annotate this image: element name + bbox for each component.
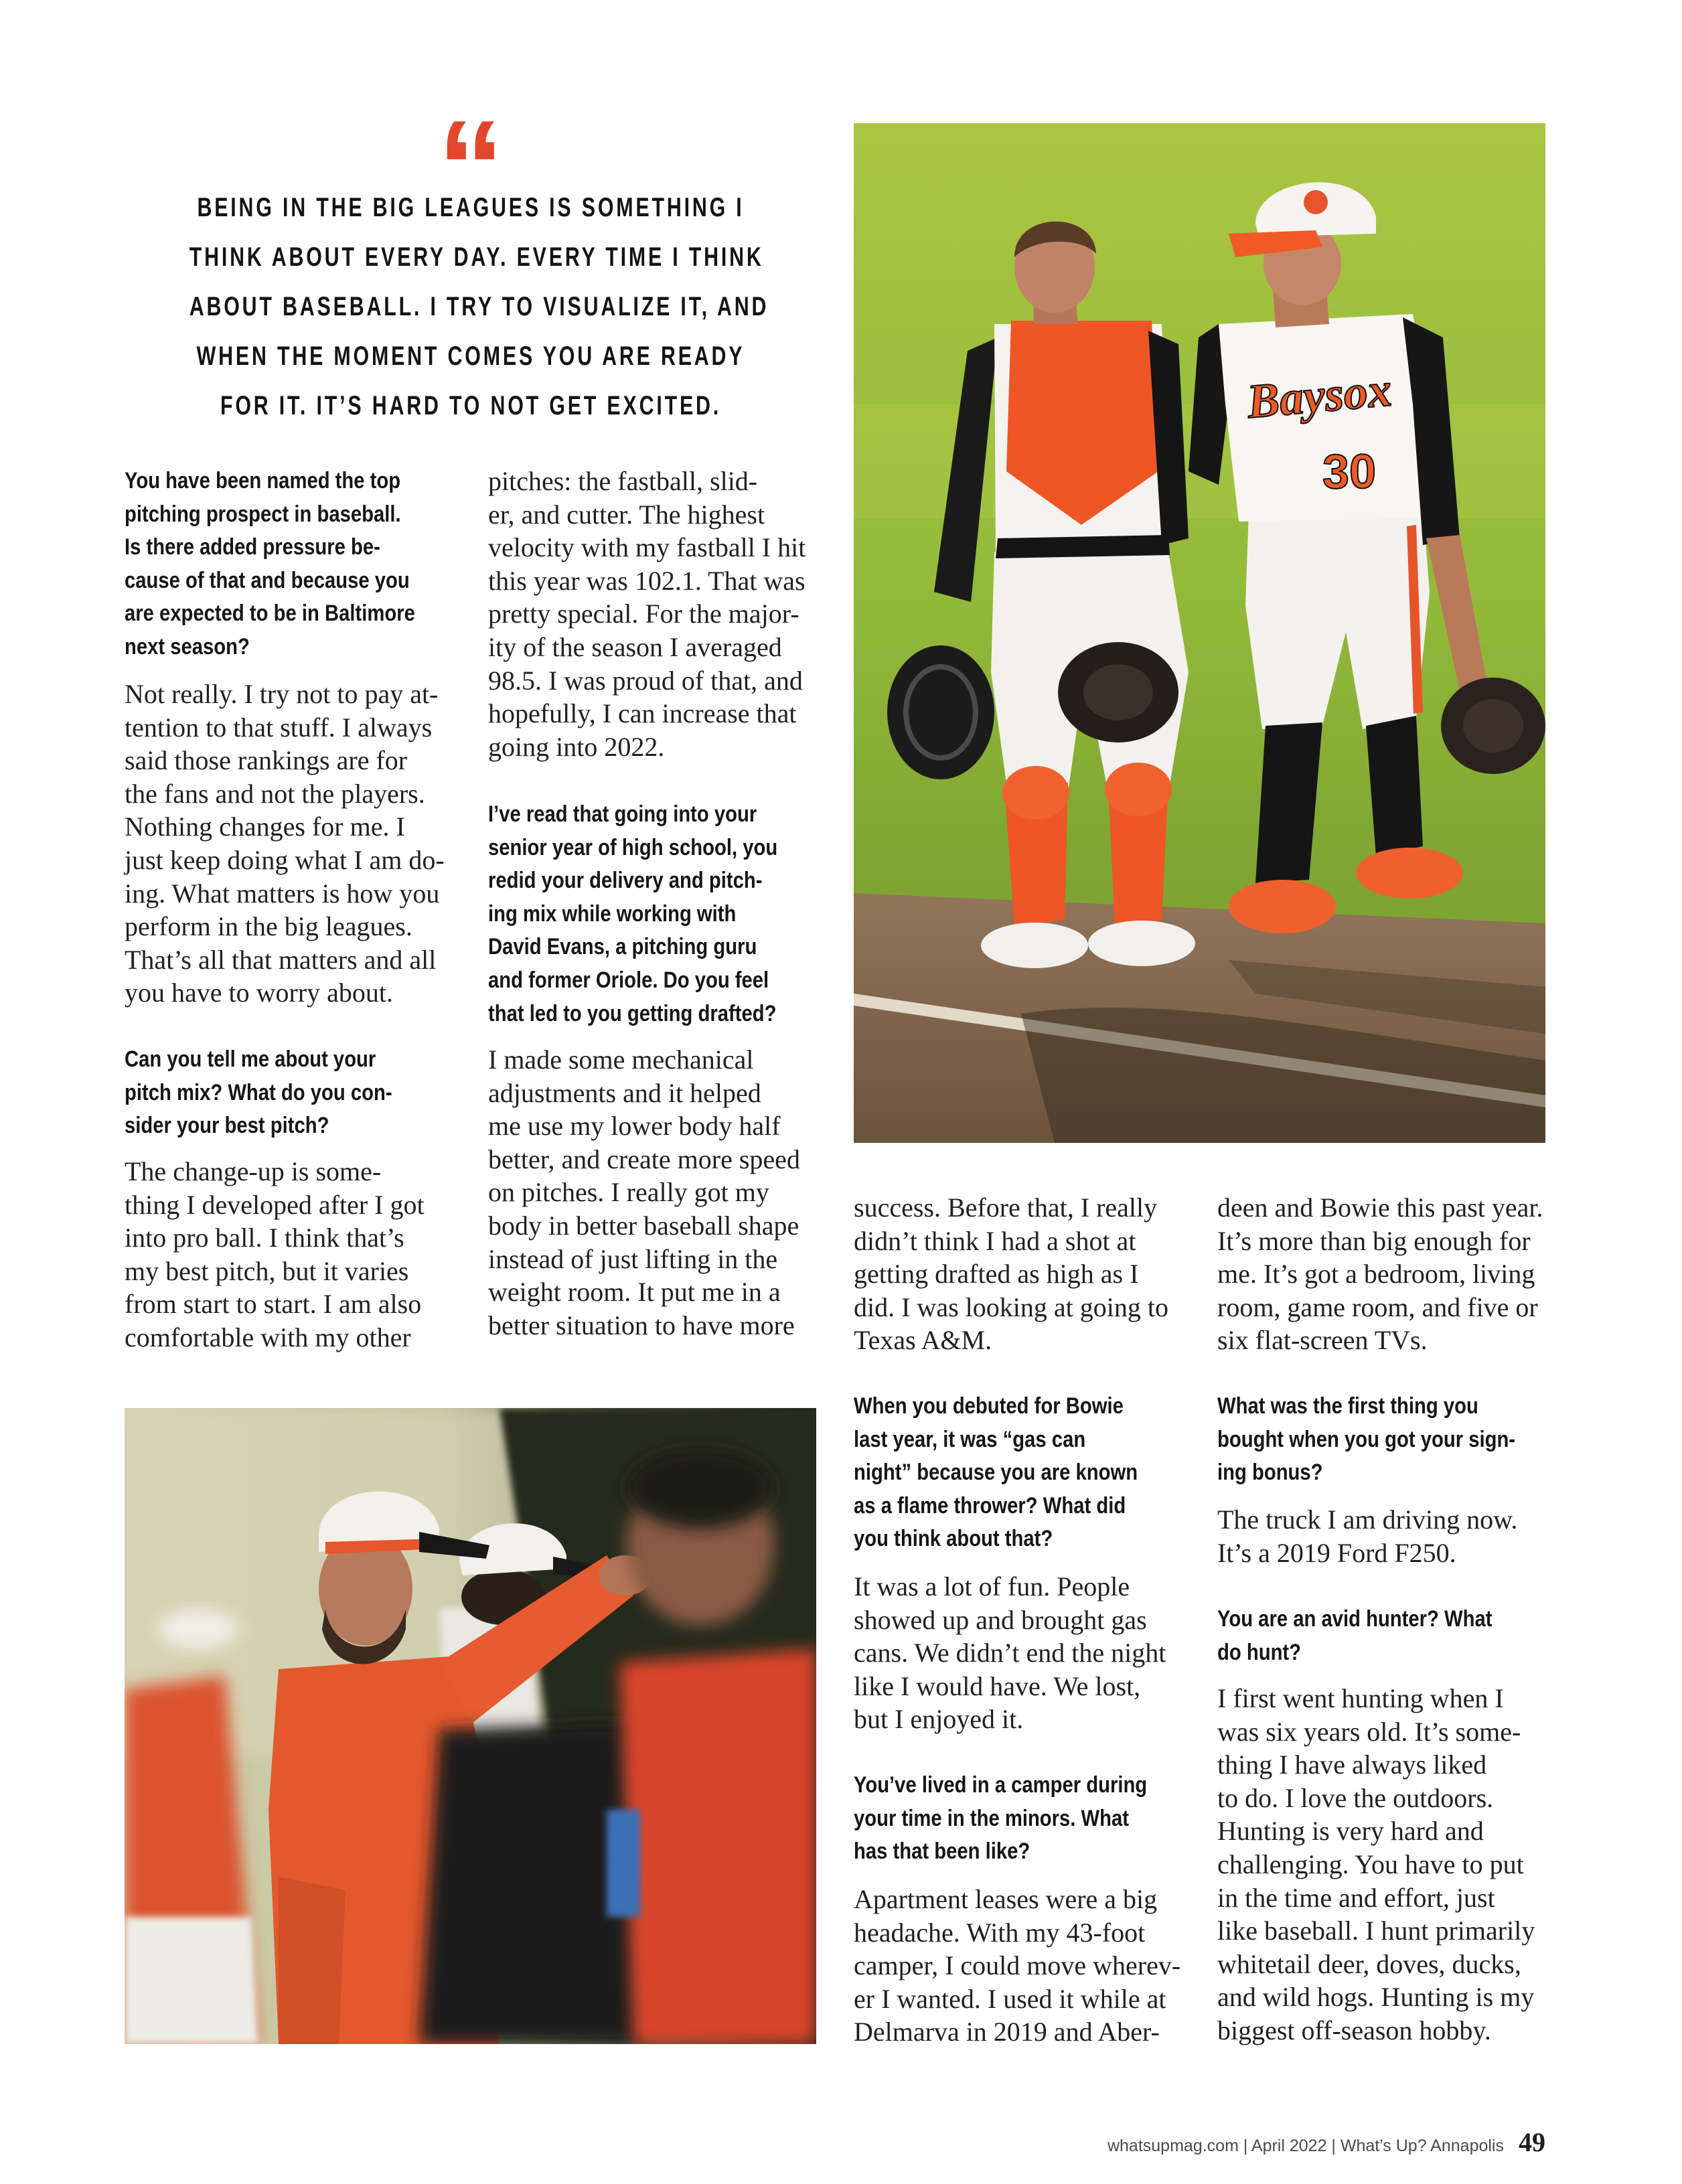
- catcher-knee-guard: [1105, 763, 1172, 816]
- blurred-foreground-player-red: [620, 1649, 816, 2044]
- interview-answer: The truck I am driving now. It’s a 2019 Ford F250.: [1217, 1504, 1518, 1568]
- interview-answer: Apartment leases were a big headache. With my 43-foot camper, I could move wherev- er I wanted. I used it while at Delmarva in 2019 and Aber-: [854, 1884, 1181, 2047]
- interview-answer: It was a lot of fun. People showed up and brought gas cans. We didn’t end the night like I would have. We lost, but I enjoyed it.: [854, 1571, 1166, 1735]
- interview-question: What was the first thing you bought when you got your sign- ing bonus?: [1217, 1393, 1516, 1486]
- interview-question: You’ve lived in a camper during your time in the minors. What has that been like?: [854, 1772, 1148, 1865]
- interview-answer: I made some mechanical adjustments and it helped me use my lower body half better, and create more speed on pitches. I really got my body in better baseball shape instead of just lifting in the weight room. It put me in a better situation to have more: [488, 1044, 800, 1340]
- pull-quote-line: WHEN THE MOMENT COMES YOU ARE READY: [196, 341, 745, 371]
- interview-answer: pitches: the fastball, slid- er, and cutter. The highest velocity with my fastball I hit this year was 102.1. That was pretty special. For the major- ity of the season I averaged 98.5. I was proud of that, and hopefully, I can increase that going into 2022.: [488, 466, 806, 762]
- photo-dugout-art: [125, 1408, 816, 2044]
- interview-answer: success. Before that, I really didn’t think I had a shot at getting drafted as high as I did. I was looking at going to Texas A&M.: [854, 1192, 1168, 1356]
- page-number: 49: [1519, 2127, 1545, 2157]
- pull-quote-line: BEING IN THE BIG LEAGUES IS SOMETHING I: [197, 193, 745, 222]
- photo-players-walking-art: [854, 123, 1545, 1143]
- interview-answer: I first went hunting when I was six years old. It’s some- thing I have always liked to do. I love the outdoors. Hunting is very hard and challenging. You have to put in the time and effort, just like baseball. I hunt primarily whitetail deer, doves, ducks, and wild hogs. Hunting is my biggest off-season hobby.: [1217, 1683, 1535, 2045]
- interview-question: You are an avid hunter? What do hunt?: [1217, 1606, 1493, 1665]
- blurred-cap-left: [158, 1609, 238, 1649]
- interview-question: You have been named the top pitching prospect in baseball. Is there added pressure be- cause of that and because you are expected to be in Baltimore next season?: [125, 468, 415, 659]
- footer-credit: whatsupmag.com | April 2022 | What’s Up? Annapolis: [1107, 2136, 1504, 2155]
- pull-quote: [189, 183, 769, 431]
- pitcher-cleat: [1356, 848, 1463, 899]
- pitcher-cleat: [1229, 880, 1336, 933]
- catcher-belt: [996, 535, 1170, 558]
- catcher-knee-guard: [1002, 766, 1069, 820]
- interview-question: I’ve read that going into your senior year of high school, you redid your delivery and pitch- ing mix while working with David Evans, a pitching guru and former Oriole. Do you feel that led to you getting drafted?: [488, 801, 778, 1026]
- pitcher-glove-pocket: [1463, 699, 1523, 753]
- blurred-water-bottle: [607, 1810, 640, 1917]
- page-footer: [1107, 2126, 1545, 2161]
- interview-answer: deen and Bowie this past year. It’s more than big enough for me. It’s got a bedroom, living room, game room, and five or six flat-screen TVs.: [1217, 1192, 1543, 1356]
- quote-mark-icon: “: [437, 93, 504, 242]
- jersey-number: 30: [1322, 445, 1377, 499]
- cap-logo-icon: [1304, 190, 1328, 214]
- jersey-script: Baysox: [1245, 362, 1394, 428]
- pull-quote-line: THINK ABOUT EVERY DAY. EVERY TIME I THINK: [189, 242, 764, 272]
- main-player-shirt-shade: [279, 1877, 346, 2044]
- interview-question: When you debuted for Bowie last year, it was “gas can night” because you are known as a flame thrower? What did you think about that?: [854, 1393, 1138, 1552]
- interview-answer: Not really. I try not to pay at- tention to that stuff. I always said those rankings are for the fans and not the players. Nothing changes for me. I just keep doing what I am do- ing. What matters is how you perform in the big leagues. That’s all that matters and all you have to worry about.: [125, 679, 445, 1008]
- catcher-shoe: [1088, 921, 1195, 966]
- pitcher-sock: [1366, 716, 1423, 856]
- catcher-shoe: [981, 923, 1088, 968]
- interview-answer: The change-up is some- thing I developed after I got into pro ball. I think that’s my best pitch, but it varies from start to start. I am also comfortable with my other: [125, 1156, 425, 1352]
- catcher-mitt-pocket: [1083, 664, 1153, 720]
- pull-quote-line: ABOUT BASEBALL. I TRY TO VISUALIZE IT, AND: [189, 292, 769, 321]
- pull-quote-line: FOR IT. IT’S HARD TO NOT GET EXCITED.: [220, 391, 722, 420]
- blurred-foreground-hair: [627, 1448, 774, 1529]
- interview-question: Can you tell me about your pitch mix? What do you con- sider your best pitch?: [125, 1046, 392, 1139]
- photo-players-walking: [854, 123, 1545, 1143]
- photo-dugout: [125, 1408, 816, 2044]
- blurred-pants-left: [125, 1917, 258, 2044]
